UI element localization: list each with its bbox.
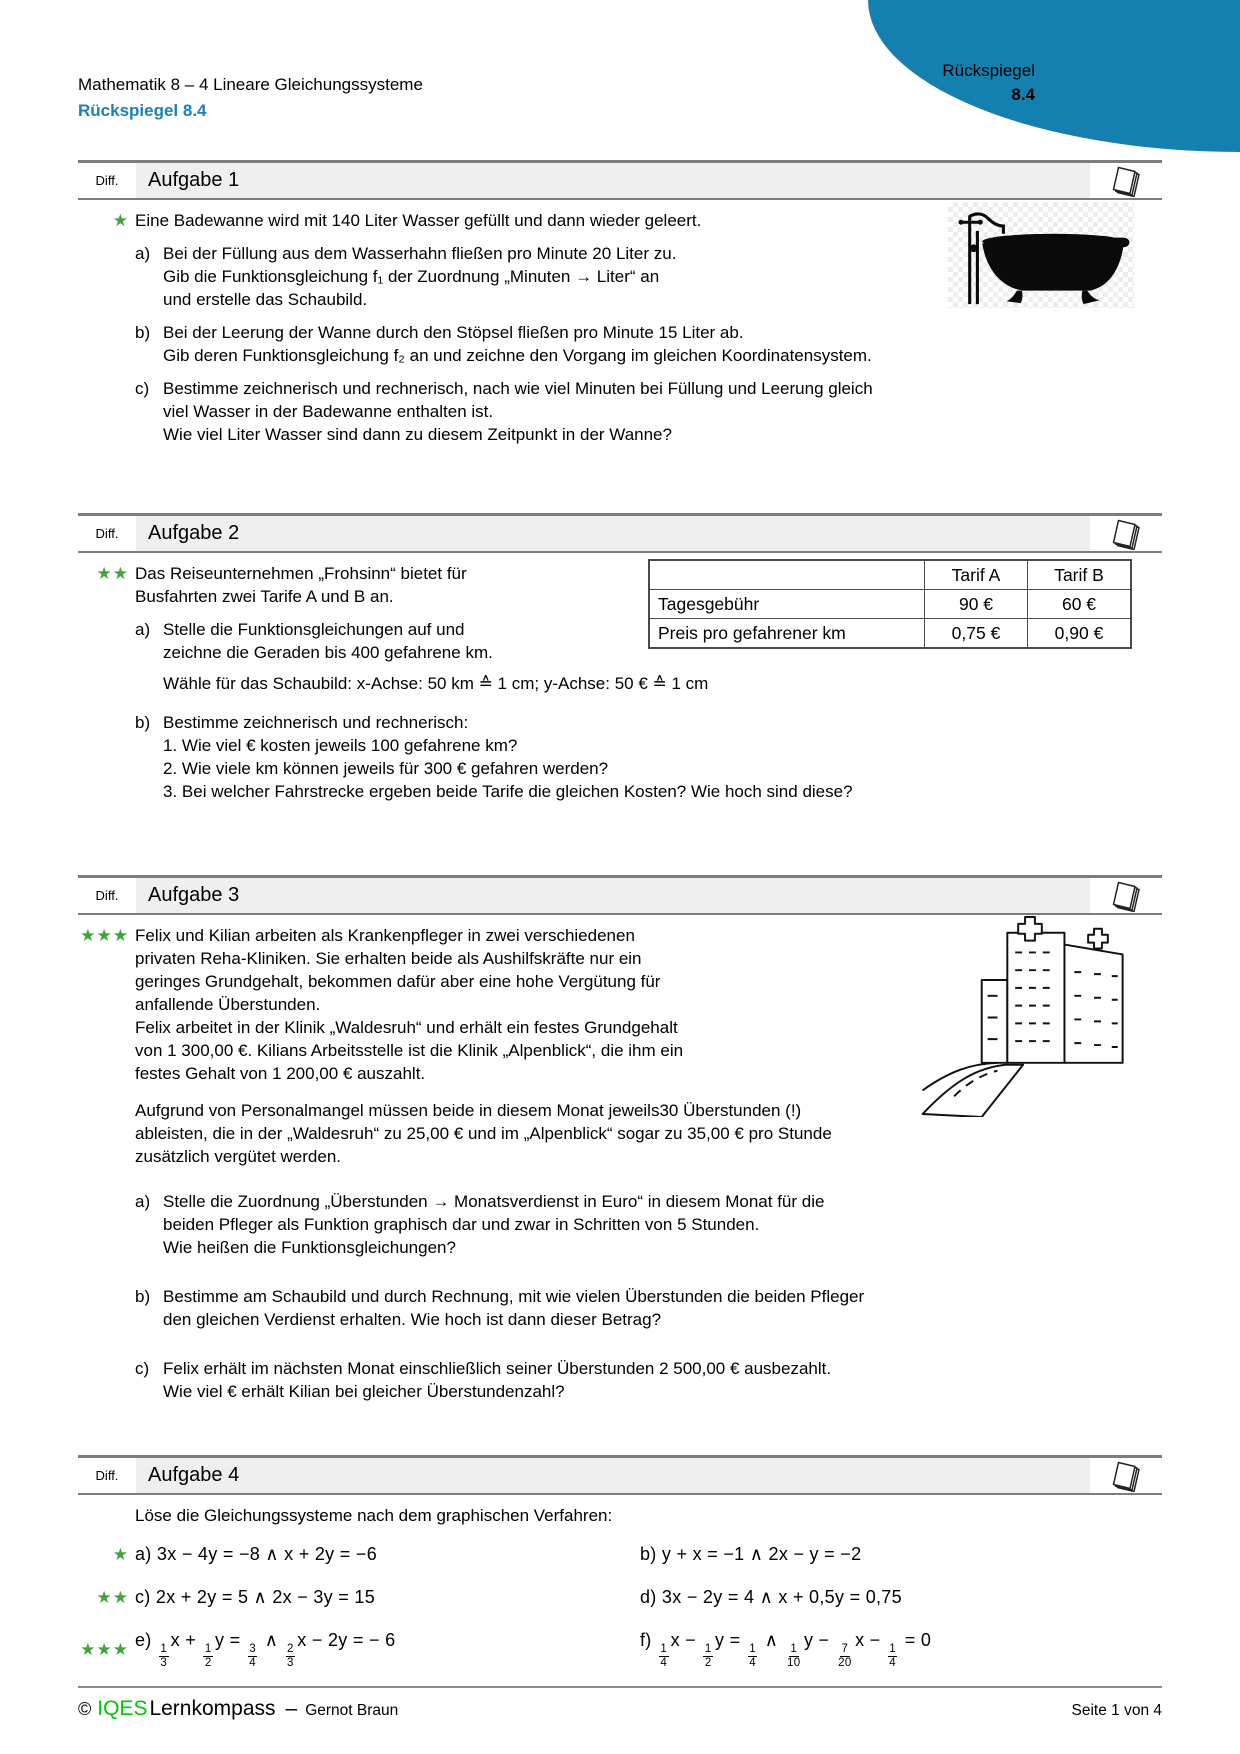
table-cell: 60 €: [1028, 590, 1132, 619]
section-aufgabe-4: [78, 1455, 1162, 1670]
bathtub-image: [948, 202, 1134, 308]
text-line: Wie viel € erhält Kilian bei gleicher Überstundenzahl?: [163, 1382, 565, 1401]
table-row: [649, 619, 1131, 649]
fraction: $\frac{3}{4}$: [249, 1643, 256, 1669]
text-line: beiden Pfleger als Funktion graphisch dar und zwar in Schritten von 5 Stunden.: [163, 1215, 760, 1234]
equation-b: b) y + x = −1 ∧ 2x − y = −2: [640, 1544, 862, 1564]
text-line: Aufgrund von Personalmangel müssen beide in diesem Monat jeweils30 Überstunden (!): [135, 1101, 802, 1120]
task-3-content: [78, 915, 1162, 1403]
text-line: Felix erhält im nächsten Monat einschließlich seiner Überstunden 2 500,00 € ausbezahlt.: [163, 1359, 832, 1378]
text-line: und erstelle das Schaubild.: [163, 290, 368, 309]
sub-questions: [163, 734, 1162, 803]
table-header-cell: Tarif B: [1028, 560, 1132, 590]
task-3-item-c: [135, 1357, 1162, 1403]
text-line: Bestimme zeichnerisch und rechnerisch:: [163, 713, 469, 732]
equation-c: c) 2x + 2y = 5 ∧ 2x − 3y = 15: [135, 1587, 376, 1607]
task-4-intro: Löse die Gleichungssysteme nach dem graphischen Verfahren:: [135, 1506, 613, 1525]
task-3-item-b: [135, 1285, 1162, 1331]
difficulty-stars: ★★: [96, 1588, 129, 1607]
section-aufgabe-3: [78, 875, 1162, 1403]
task-2-content: [78, 553, 1162, 803]
notebook-icon: [1090, 878, 1162, 913]
task-3-header-bar: [78, 875, 1162, 915]
difficulty-stars: ★★★: [80, 1639, 129, 1659]
fraction: $\frac{1}{4}$: [749, 1643, 756, 1669]
text-line: Gib die Funktionsgleichung f₁ der Zuordnung „Minuten → Liter“ an: [163, 267, 660, 286]
text-line: Busfahrten zwei Tarife A und B an.: [135, 587, 394, 606]
item-label: c): [135, 379, 150, 398]
equation-row-1: [78, 1543, 1162, 1566]
equation-row-3: [78, 1629, 1162, 1670]
equation-row-2: [78, 1586, 1162, 1609]
item-text: [163, 1190, 1162, 1259]
text-line: Felix und Kilian arbeiten als Krankenpfleger in zwei verschiedenen: [135, 926, 635, 945]
item-label: a): [135, 1192, 151, 1211]
table-cell: 0,75 €: [925, 619, 1028, 649]
text-line: 3. Bei welcher Fahrstrecke ergeben beide Tarife die gleichen Kosten? Wie hoch sind diese?: [163, 782, 853, 801]
difficulty-stars: ★: [112, 1545, 129, 1564]
task-4-header-bar: [78, 1455, 1162, 1495]
corner-tab: [868, 0, 1240, 152]
item-label: b): [135, 713, 151, 732]
difficulty-stars: ★: [112, 211, 129, 230]
text-line: Bestimme zeichnerisch und rechnerisch, nach wie viel Minuten bei Füllung und Leerung gleich: [163, 379, 873, 398]
task-2-title: Aufgabe 2: [136, 516, 1090, 551]
item-label: b): [135, 1287, 151, 1306]
hospital-image: [920, 915, 1138, 1117]
text-line: anfallende Überstunden.: [135, 995, 321, 1014]
page-subtitle: Rückspiegel 8.4: [78, 100, 207, 120]
table-cell: 0,90 €: [1028, 619, 1132, 649]
task-1-item-c: [135, 377, 1162, 446]
text-line: Bestimme am Schaubild und durch Rechnung, mit wie vielen Überstunden die beiden Pfleger: [163, 1287, 865, 1306]
task-4-content: [78, 1495, 1162, 1670]
table-cell: 90 €: [925, 590, 1028, 619]
diff-label: Diff.: [78, 878, 136, 913]
text-line: viel Wasser in der Badewanne enthalten ist.: [163, 402, 494, 421]
diff-label: Diff.: [78, 163, 136, 198]
diff-label: Diff.: [78, 1458, 136, 1493]
equation-d: d) 3x − 2y = 4 ∧ x + 0,5y = 0,75: [640, 1587, 902, 1607]
notebook-icon: [1090, 163, 1162, 198]
notebook-icon: [1090, 1458, 1162, 1493]
page-header: [78, 72, 423, 123]
task-1-content: [78, 200, 1162, 446]
page-footer: [78, 1686, 1162, 1721]
text-line: Gib deren Funktionsgleichung f₂ an und zeichne den Vorgang im gleichen Koordinatensystem.: [163, 346, 872, 365]
task-1-intro: Eine Badewanne wird mit 140 Liter Wasser gefüllt und dann wieder geleert.: [135, 211, 702, 230]
fraction: $\frac{1}{2}$: [204, 1643, 212, 1669]
task-3-title: Aufgabe 3: [136, 878, 1090, 913]
course-title: Mathematik 8 – 4 Lineare Gleichungssysteme: [78, 75, 423, 94]
copyright-symbol: ©: [78, 1699, 92, 1719]
text-line: Felix arbeitet in der Klinik „Waldesruh“ und erhält ein festes Grundgehalt: [135, 1018, 678, 1037]
brand-iqes: IQES: [97, 1697, 148, 1720]
text-line: Wie viel Liter Wasser sind dann zu diesem Zeitpunkt in der Wanne?: [163, 425, 672, 444]
author-name: Gernot Braun: [305, 1702, 399, 1719]
item-label: a): [135, 620, 151, 639]
text-line: zusätzlich vergütet werden.: [135, 1147, 341, 1166]
item-label: b): [135, 323, 151, 342]
text-line: Stelle die Funktionsgleichungen auf und: [163, 620, 465, 639]
text-line: den gleichen Verdienst erhalten. Wie hoch ist dann dieser Betrag?: [163, 1310, 662, 1329]
brand-dash: –: [285, 1697, 298, 1720]
text-line: Das Reiseunternehmen „Frohsinn“ bietet für: [135, 564, 467, 583]
task-2-item-b: [135, 711, 1162, 803]
corner-tab-text: [942, 60, 1035, 106]
item-label: a): [135, 244, 151, 263]
notebook-icon: [1090, 516, 1162, 551]
table-cell: Tagesgebühr: [649, 590, 925, 619]
fraction: $\frac{1}{4}$: [889, 1643, 896, 1669]
section-aufgabe-2: [78, 513, 1162, 803]
text-line: von 1 300,00 €. Kilians Arbeitsstelle ist die Klinik „Alpenblick“, die ihm ein: [135, 1041, 684, 1060]
fraction: $\frac{1}{2}$: [704, 1643, 712, 1669]
scale-note: Wähle für das Schaubild: x-Achse: 50 km ≙ 1 cm; y-Achse: 50 € ≙ 1 cm: [163, 674, 709, 693]
task-4-title: Aufgabe 4: [136, 1458, 1090, 1493]
item-text: [163, 321, 1162, 367]
corner-title: Rückspiegel: [942, 61, 1035, 80]
tariff-table: [648, 559, 1132, 649]
text-line: Stelle die Zuordnung „Überstunden → Monatsverdienst in Euro“ in diesem Monat für die: [163, 1192, 825, 1211]
section-aufgabe-1: [78, 160, 1162, 446]
fraction: $\frac{7}{20}$: [838, 1643, 852, 1669]
corner-number: 8.4: [1011, 85, 1035, 105]
text-line: geringes Grundgehalt, bekommen dafür aber eine hohe Vergütung für: [135, 972, 661, 991]
fraction: $\frac{1}{10}$: [787, 1643, 801, 1669]
table-header-cell: [649, 560, 925, 590]
text-line: ableisten, die in der „Waldesruh“ zu 25,00 € und im „Alpenblick“ sogar zu 35,00 € pro Stunde: [135, 1124, 832, 1143]
item-text: [163, 1285, 1162, 1331]
page-number: Seite 1 von 4: [1071, 1702, 1162, 1719]
text-line: festes Gehalt von 1 200,00 € auszahlt.: [135, 1064, 426, 1083]
item-text: [163, 377, 1162, 446]
equation-a: a) 3x − 4y = −8 ∧ x + 2y = −6: [135, 1544, 378, 1564]
table-header-cell: Tarif A: [925, 560, 1028, 590]
brand-lernkompass: Lernkompass: [149, 1697, 276, 1720]
difficulty-stars: ★★: [96, 564, 129, 583]
text-line: zeichne die Geraden bis 400 gefahrene km.: [163, 643, 493, 662]
text-line: Bei der Füllung aus dem Wasserhahn fließen pro Minute 20 Liter zu.: [163, 244, 677, 263]
text-line: Wie heißen die Funktionsgleichungen?: [163, 1238, 456, 1257]
table-row: [649, 590, 1131, 619]
task-1-header-bar: [78, 160, 1162, 200]
task-1-item-b: [135, 321, 1162, 367]
item-text: [163, 711, 1162, 734]
text-line: privaten Reha-Kliniken. Sie erhalten beide als Aushilfskräfte nur ein: [135, 949, 642, 968]
equation-f: f) $\frac{1}{4}$ x − $\frac{1}{2}$ y = $\frac{1}{4}$ ∧ $\frac{1}{10}$ y − $\frac{7}{20}$ x − $\frac{1}{4}$ = 0: [640, 1630, 932, 1669]
table-cell: Preis pro gefahrener km: [649, 619, 925, 649]
task-3-item-a: [135, 1190, 1162, 1259]
fraction: $\frac{1}{4}$: [660, 1643, 668, 1669]
text-line: 2. Wie viele km können jeweils für 300 € gefahren werden?: [163, 759, 609, 778]
fraction: $\frac{2}{3}$: [287, 1643, 294, 1669]
equation-e: e) $\frac{1}{3}$ x + $\frac{1}{2}$ y = $\frac{3}{4}$ ∧ $\frac{2}{3}$ x − 2y = − 6: [135, 1630, 396, 1669]
item-text: [163, 1357, 1162, 1403]
difficulty-stars: ★★★: [80, 926, 129, 945]
task-1-title: Aufgabe 1: [136, 163, 1090, 198]
diff-label: Diff.: [78, 516, 136, 551]
brand-line: [78, 1697, 398, 1721]
text-line: Bei der Leerung der Wanne durch den Stöpsel fließen pro Minute 15 Liter ab.: [163, 323, 744, 342]
item-label: c): [135, 1359, 150, 1378]
fraction: $\frac{1}{3}$: [160, 1643, 168, 1669]
text-line: 1. Wie viel € kosten jeweils 100 gefahrene km?: [163, 736, 518, 755]
task-2-header-bar: [78, 513, 1162, 553]
